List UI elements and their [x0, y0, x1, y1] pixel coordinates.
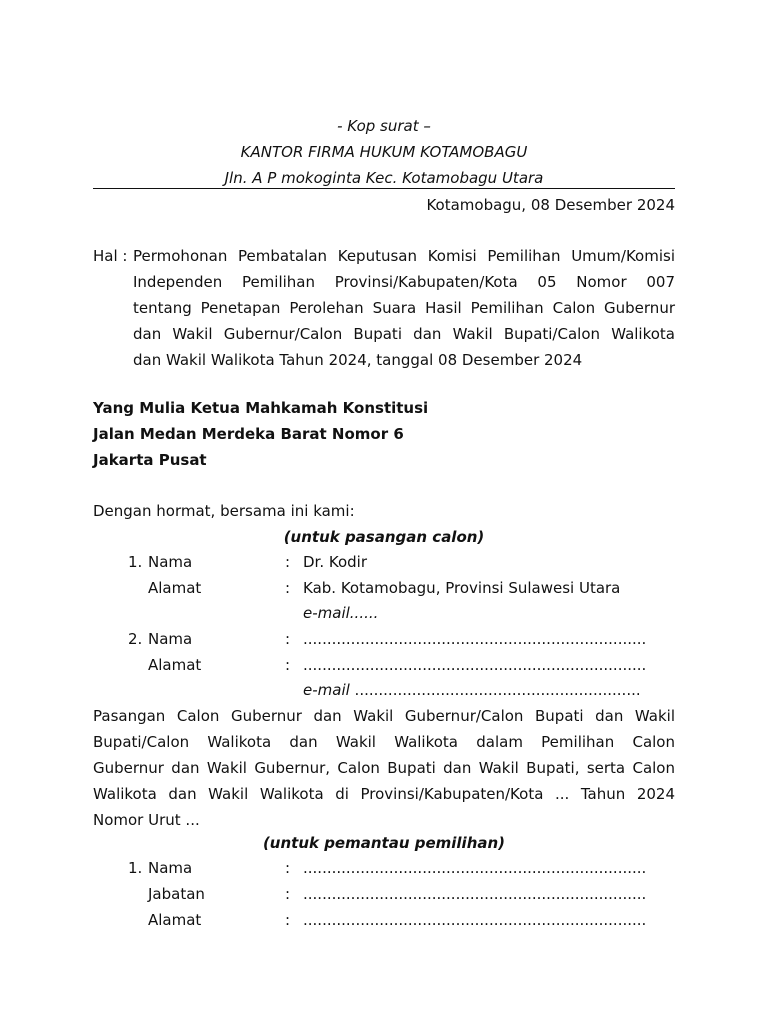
header-divider — [93, 188, 675, 189]
candidate-1-name-row — [93, 552, 675, 572]
firm-name: KANTOR FIRMA HUKUM KOTAMOBAGU — [240, 143, 528, 161]
name-label: Nama — [148, 553, 193, 571]
paragraph-line: Nomor Urut ... — [93, 811, 200, 829]
hal-subject — [133, 246, 675, 376]
observer-number: 1. — [128, 859, 143, 877]
candidate-1-name: Dr. Kodir — [303, 553, 367, 571]
firm-address: Jln. A P mokoginta Kec. Kotamobagu Utara — [224, 169, 544, 187]
observer-address: ........................................................................ — [303, 911, 647, 929]
name-label: Nama — [148, 859, 193, 877]
observer-section-heading: (untuk pemantau pemilihan) — [262, 834, 506, 852]
email-label: e-mail — [303, 681, 350, 699]
candidate-2-name: ........................................................................ — [303, 630, 647, 648]
observer-name: ........................................................................ — [303, 859, 647, 877]
letter-date: Kotamobagu, 08 Desember 2024 — [426, 196, 675, 214]
hal-line: tentang Penetapan Perolehan Suara Hasil Pemilihan Calon Gubernur — [133, 299, 675, 317]
hal-line: Permohonan Pembatalan Keputusan Komisi Pemilihan Umum/Komisi — [133, 247, 675, 265]
recipient-street: Jalan Medan Merdeka Barat Nomor 6 — [93, 425, 404, 443]
colon: : — [285, 656, 291, 674]
address-label: Alamat — [148, 579, 202, 597]
observer-title: ........................................................................ — [303, 885, 647, 903]
hal-line: dan Wakil Gubernur/Calon Bupati dan Wakil Bupati/Calon Walikota — [133, 325, 675, 343]
recipient-city: Jakarta Pusat — [93, 451, 207, 469]
candidate-1-address-row — [93, 578, 675, 598]
candidate-1-email-text: e-mail...... — [303, 604, 379, 622]
candidate-pair-paragraph — [93, 706, 675, 836]
letter-page — [93, 0, 675, 1024]
recipient-title: Yang Mulia Ketua Mahkamah Konstitusi — [93, 399, 429, 417]
colon: : — [285, 579, 291, 597]
paragraph-line: Walikota dan Wakil Walikota di Provinsi/Kabupaten/Kota ... Tahun 2024 — [93, 785, 675, 803]
observer-title-row — [93, 884, 675, 904]
paragraph-line: Gubernur dan Wakil Gubernur, Calon Bupati dan Wakil Bupati, serta Calon — [93, 759, 675, 777]
hal-label: Hal : — [93, 247, 128, 265]
address-label: Alamat — [148, 911, 202, 929]
observer-name-row — [93, 858, 675, 878]
kop-surat-label — [93, 116, 675, 136]
name-label: Nama — [148, 630, 193, 648]
candidate-2-address: ........................................................................ — [303, 656, 647, 674]
colon: : — [285, 859, 291, 877]
kop-surat-text: - Kop surat – — [337, 117, 431, 135]
address-label: Alamat — [148, 656, 202, 674]
paragraph-line: Pasangan Calon Gubernur dan Wakil Gubernur/Calon Bupati dan Wakil — [93, 707, 675, 725]
candidate-1-address: Kab. Kotamobagu, Provinsi Sulawesi Utara — [303, 579, 621, 597]
candidate-2-email-value: ............................................................ — [349, 681, 641, 699]
observer-address-row — [93, 910, 675, 930]
colon: : — [285, 911, 291, 929]
paragraph-line: Bupati/Calon Walikota dan Wakil Walikota dalam Pemilihan Calon — [93, 733, 675, 751]
hal-line: dan Wakil Walikota Tahun 2024, tanggal 08 Desember 2024 — [133, 351, 583, 369]
title-label: Jabatan — [148, 885, 205, 903]
candidate-2-name-row — [93, 629, 675, 649]
colon: : — [285, 885, 291, 903]
candidate-1-email-row — [93, 603, 675, 623]
candidate-2-email-row — [93, 680, 675, 700]
colon: : — [285, 553, 291, 571]
candidate-1-number: 1. — [128, 553, 143, 571]
candidate-2-address-row — [93, 655, 675, 675]
greeting: Dengan hormat, bersama ini kami: — [93, 502, 355, 520]
candidate-section-heading: (untuk pasangan calon) — [283, 528, 485, 546]
candidate-2-number: 2. — [128, 630, 143, 648]
hal-line: Independen Pemilihan Provinsi/Kabupaten/Kota 05 Nomor 007 — [133, 273, 675, 291]
colon: : — [285, 630, 291, 648]
candidate-1-email — [303, 603, 378, 623]
candidate-2-email — [303, 680, 641, 700]
